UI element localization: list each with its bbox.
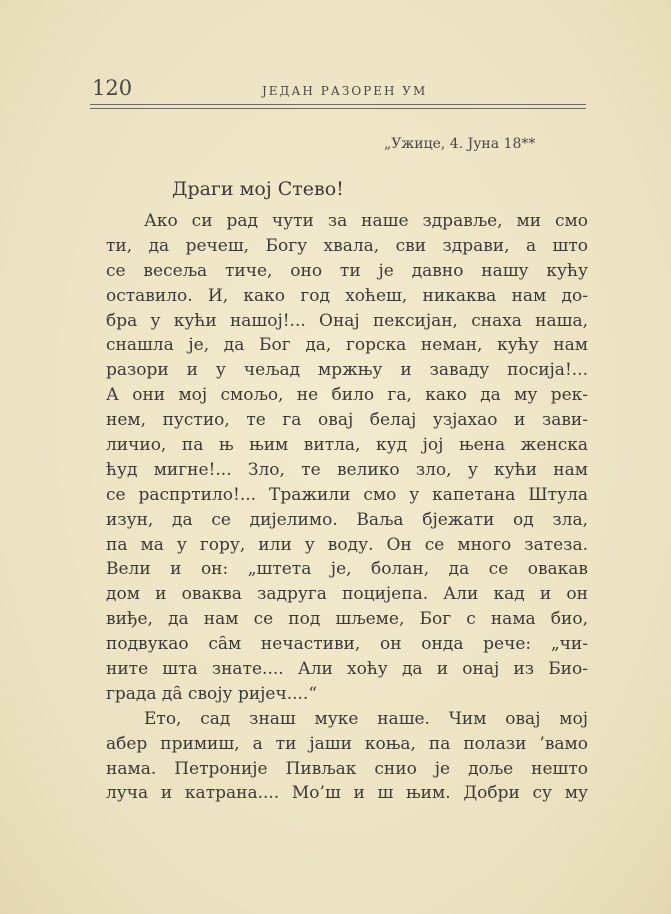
page-header [92, 76, 584, 102]
text-line: А они мој смољо, не било га, како да му рек- [106, 385, 588, 406]
text-line: снашла је, да Бог да, горска неман, кућу нам [106, 335, 588, 356]
text-line: нама. Петроније Пивљак снио је доље нешто [106, 758, 588, 779]
letter-body [106, 209, 588, 806]
text-line: разори и у чељад мржњу и заваду посија!... [106, 360, 588, 381]
text-line: личио, па њ њим витла, куд јој њена женска [106, 435, 588, 456]
text-line: абер примиш, а ти јаши коња, па полази ’вамо [106, 733, 588, 754]
text-line: ти, да речеш, Богу хвала, сви здрави, а што [106, 235, 588, 256]
header-rule-bottom [90, 108, 586, 109]
page-number: 120 [92, 76, 133, 100]
text-line: града да̑ своју ријеч....“ [106, 683, 318, 704]
letter-dateline: „Ужице, 4. Јуна 18** [384, 136, 536, 152]
text-line: Ако си рад чути за наше здравље, ми смо [144, 211, 588, 231]
text-line: ните шта знате.... Али хоћу да и онај из Био- [106, 659, 588, 680]
text-line: се распртило!... Тражили смо у капетана Штула [106, 484, 588, 505]
running-title: ЈЕДАН РАЗОРЕН УМ [262, 84, 428, 98]
text-line: ћуд мигне!... Зло, те велико зло, у кући нам [106, 459, 588, 480]
text-line: изун, да се дијелимо. Ваља бјежати од зла, [106, 509, 588, 530]
letter-salutation: Драги мој Стево! [172, 178, 344, 200]
header-rule-top [90, 104, 586, 105]
text-line: подвукао са̑м нечастиви, он онда рече: „чи- [106, 634, 588, 655]
text-line: оставило. И, како год хоћеш, никаква нам до- [106, 285, 588, 306]
text-line: виђе, да нам се под шљеме, Бог с нама био, [106, 609, 588, 630]
text-line: Ето, сад знаш муке наше. Чим овај мој [144, 708, 588, 729]
text-line: нем, пустио, те га овај белај узјахао и зави- [106, 410, 588, 431]
text-line: бра у кући нашој!... Онај пексијан, снаха наша, [106, 310, 588, 331]
text-line: Вели и он: „штета је, болан, да се овакав [106, 559, 588, 580]
text-line: се весеља тиче, оно ти је давно нашу кућу [106, 260, 588, 281]
text-line: па ма у гору, или у воду. Он се много затеза. [106, 534, 588, 555]
text-line: луча и катрана.... Мо’ш и ш њим. Добри су му [106, 783, 588, 804]
text-line: дом и оваква задруга поцијепа. Али кад и он [106, 584, 588, 605]
